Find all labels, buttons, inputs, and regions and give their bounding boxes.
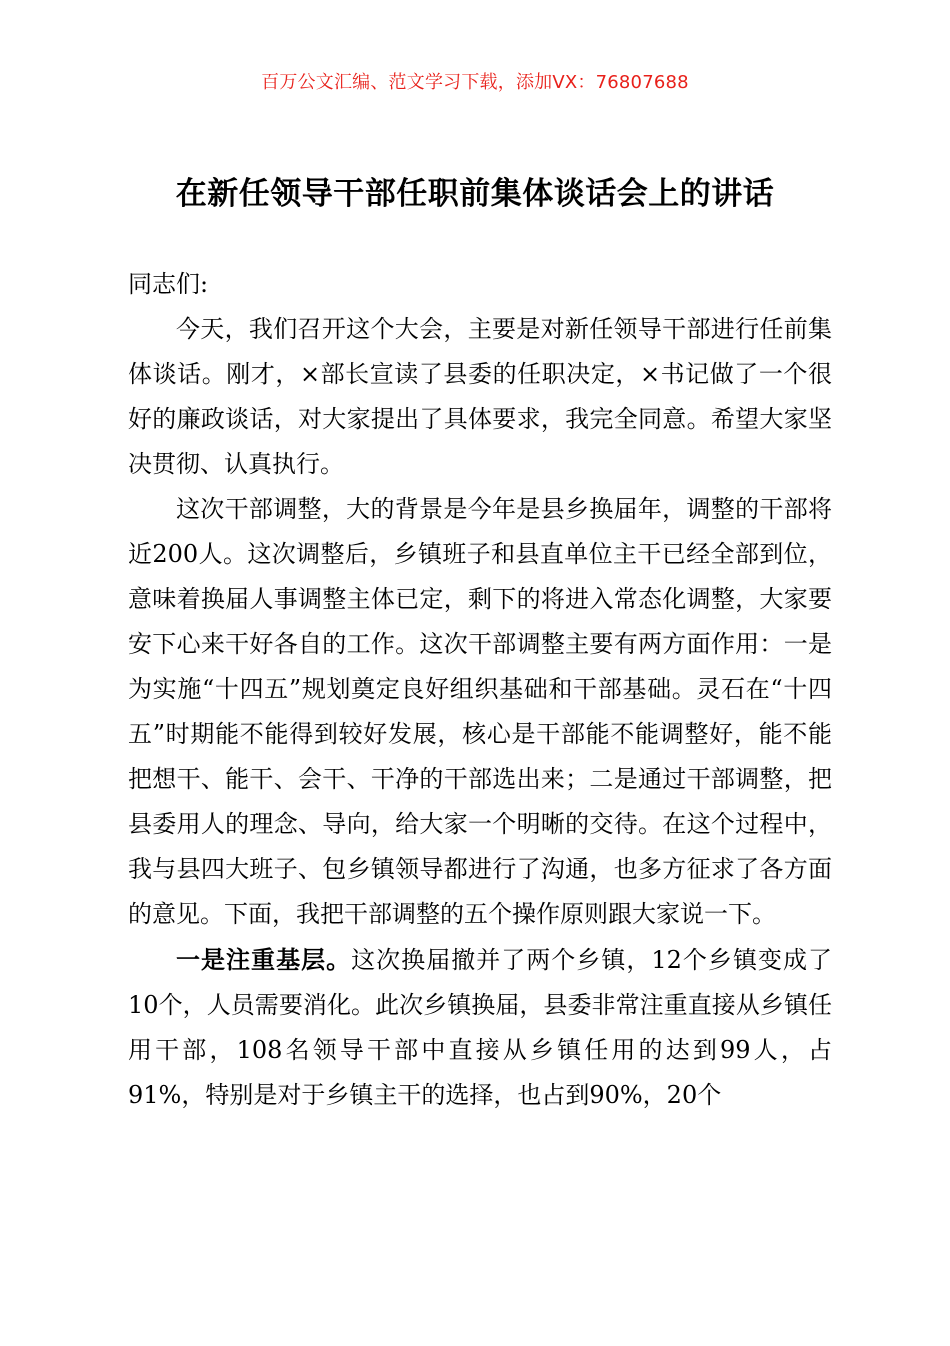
paragraph-2: 这次干部调整，大的背景是今年是县乡换届年，调整的干部将近200人。这次调整后，乡镇班子和县直单位主干已经全部到位，意味着换届人事调整主体已定，剩下的将进入常态化调整，大家要安下心来干好各自的工作。这次干部调整主要有两方面作用：一是为实施“十四五”规划奠定良好组织基础和干部基础。灵石在“十四五”时期能不能得到较好发展，核心是干部能不能调整好，能不能把想干、能干、会干、干净的干部选出来；二是通过干部调整，把县委用人的理念、导向，给大家一个明晰的交待。在这个过程中，我与县四大班子、包乡镇领导都进行了沟通，也多方征求了各方面的意见。下面，我把干部调整的五个操作原则跟大家说一下。 xyxy=(128,495,832,928)
page-title: 在新任领导干部任职前集体谈话会上的讲话 xyxy=(175,176,775,212)
header-watermark: 百万公文汇编、范文学习下载，添加VX：76807688 xyxy=(261,72,689,93)
document-body xyxy=(128,262,832,1118)
salutation: 同志们: xyxy=(128,270,209,298)
point-one-body: 这次换届撤并了两个乡镇，12个乡镇变成了10个，人员需要消化。此次乡镇换届，县委非常注重直接从乡镇任用干部，108名领导干部中直接从乡镇任用的达到99人，占91%，特别是对于乡镇主干的选择，也占到90%，20个 xyxy=(128,946,833,1109)
paragraph-3 xyxy=(128,937,832,1118)
point-one-heading: 一是注重基层。 xyxy=(176,945,352,974)
paragraph-1: 今天，我们召开这个大会，主要是对新任领导干部进行任前集体谈话。刚才，×部长宣读了县委的任职决定，×书记做了一个很好的廉政谈话，对大家提出了具体要求，我完全同意。希望大家坚决贯彻、认真执行。 xyxy=(128,315,832,478)
